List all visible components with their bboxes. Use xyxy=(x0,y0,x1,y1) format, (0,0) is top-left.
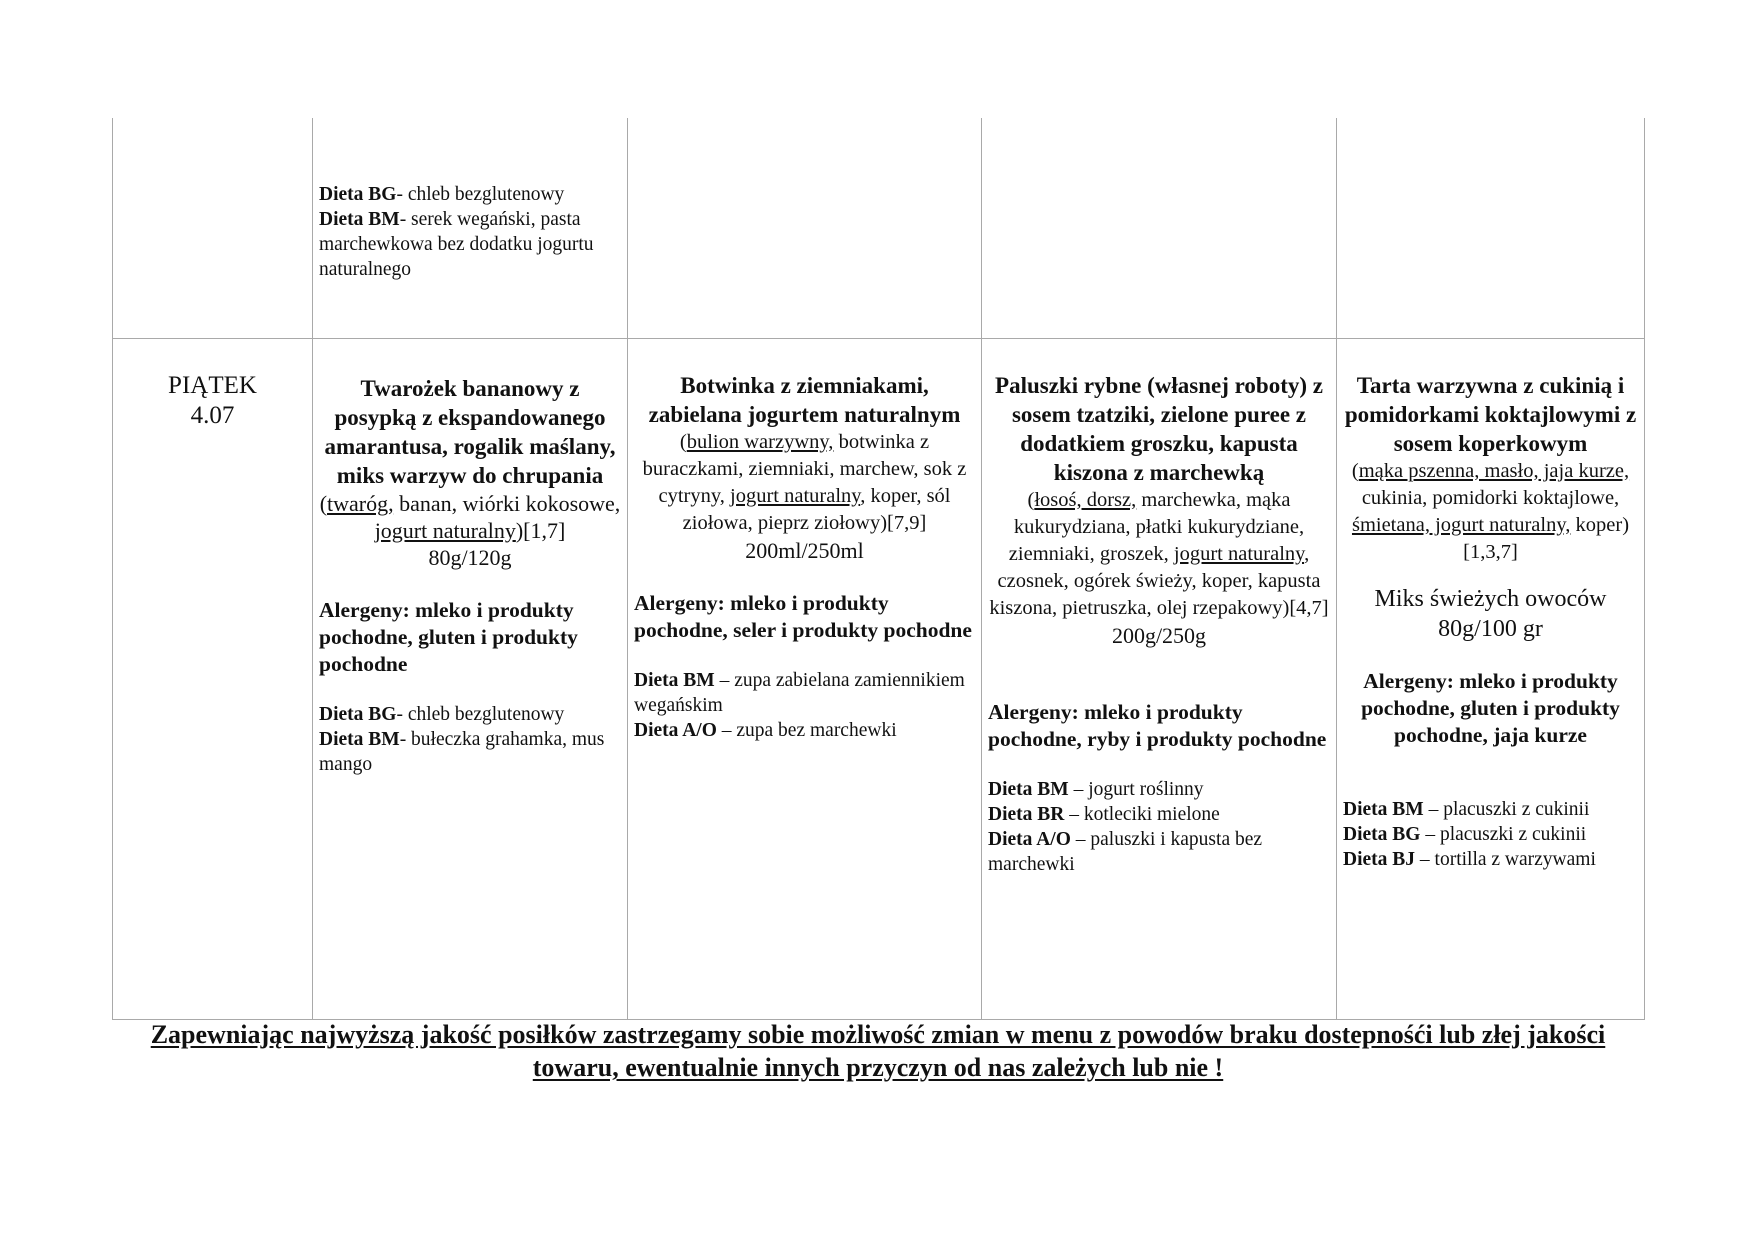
diet-line: Dieta BG- chleb bezglutenowy xyxy=(319,703,565,725)
main-course-cell xyxy=(982,338,1337,1019)
dish-ingredients: (bulion warzywny, botwinka z buraczkami, ziemniaki, marchew, sok z cytryny, jogurt naturalny, koper, sól ziołowa, pieprz ziołowy)[7,9] xyxy=(642,430,967,534)
menu-change-notice: Zapewniając najwyższą jakość posiłków zastrzegamy sobie możliwość zmian w menu z powodów braku dostepnośći lub złej jakości towaru, ewentualnie innych przyczyn od nas zależych lub nie ! xyxy=(150,1020,1606,1082)
dish-portion: 200ml/250ml xyxy=(745,537,864,563)
allergens-text: Alergeny: mleko i produkty pochodne, ryby i produkty pochodne xyxy=(988,699,1327,751)
table-row xyxy=(113,118,1645,338)
diet-line: Dieta BG- chleb bezglutenowy xyxy=(319,184,565,205)
diet-line: Dieta A/O – paluszki i kapusta bez marchewki xyxy=(988,828,1263,875)
diet-line: Dieta BG – placuszki z cukinii xyxy=(1343,823,1587,845)
day-name: PIĄTEK xyxy=(168,371,257,399)
diet-notes xyxy=(1343,797,1638,872)
diet-line: Dieta A/O – zupa bez marchewki xyxy=(634,719,897,741)
breakfast-cell-prev xyxy=(313,118,628,338)
diet-line: Dieta BM – zupa zabielana zamiennikiem wegańskim xyxy=(634,669,965,716)
day-cell xyxy=(113,338,313,1019)
supper-cell-prev xyxy=(1337,118,1645,338)
breakfast-cell xyxy=(313,338,628,1019)
diet-line: Dieta BM – jogurt roślinny xyxy=(988,778,1204,800)
diet-line: Dieta BJ – tortilla z warzywami xyxy=(1343,848,1596,870)
diet-line: Dieta BM- serek wegański, pasta marchewkowa bez dodatku jogurtu naturalnego xyxy=(319,209,594,280)
main-cell-prev xyxy=(982,118,1337,338)
dish-title: Paluszki rybne (własnej roboty) z sosem tzatziki, zielone puree z dodatkiem groszku, kapusta kiszona z marchewką xyxy=(995,372,1323,485)
dish-ingredients: (łosoś, dorsz, marchewka, mąka kukurydziana, płatki kukurydziane, ziemniaki, groszek, jogurt naturalny, czosnek, ogórek świeży, koper, kapusta kiszona, pietruszka, olej rzepakowy)[4,7] xyxy=(989,488,1329,619)
dish-portion: 80g/120g xyxy=(428,544,512,570)
day-cell-empty xyxy=(113,118,313,338)
menu-table xyxy=(112,118,1645,1020)
day-date: 4.07 xyxy=(190,401,235,429)
diet-notes xyxy=(313,118,627,282)
soup-cell xyxy=(628,338,982,1019)
supper-cell xyxy=(1337,338,1645,1019)
dish-title: Tarta warzywna z cukinią i pomidorkami koktajlowymi z sosem koperkowym xyxy=(1344,372,1637,456)
dish-ingredients: (twaróg, banan, wiórki kokosowe, jogurt naturalny)[1,7] xyxy=(319,490,621,543)
allergens-text: Alergeny: mleko i produkty pochodne, gluten i produkty pochodne, jaja kurze xyxy=(1361,668,1620,747)
diet-notes xyxy=(634,668,975,743)
diet-line: Dieta BM – placuszki z cukinii xyxy=(1343,798,1590,820)
allergens-text: Alergeny: mleko i produkty pochodne, gluten i produkty pochodne xyxy=(319,597,578,676)
fruit-item: Miks świeżych owoców 80g/100 gr xyxy=(1374,585,1607,642)
dish-portion: 200g/250g xyxy=(1111,622,1207,648)
dish-ingredients: (mąka pszenna, masło, jaja kurze, cukinia, pomidorki koktajlowe, śmietana, jogurt naturalny, koper)[1,3,7] xyxy=(1351,459,1630,563)
soup-cell-prev xyxy=(628,118,982,338)
diet-notes xyxy=(319,702,621,777)
table-row xyxy=(113,338,1645,1019)
allergens-text: Alergeny: mleko i produkty pochodne, seler i produkty pochodne xyxy=(634,590,972,642)
dish-title: Twarożek bananowy z posypką z ekspandowanego amarantusa, rogalik maślany, miks warzyw do chrupania xyxy=(324,375,616,488)
diet-line: Dieta BM- bułeczka grahamka, mus mango xyxy=(319,728,605,775)
diet-notes xyxy=(988,777,1330,877)
diet-line: Dieta BR – kotleciki mielone xyxy=(988,803,1220,825)
dish-title: Botwinka z ziemniakami, zabielana jogurtem naturalnym xyxy=(648,372,961,427)
